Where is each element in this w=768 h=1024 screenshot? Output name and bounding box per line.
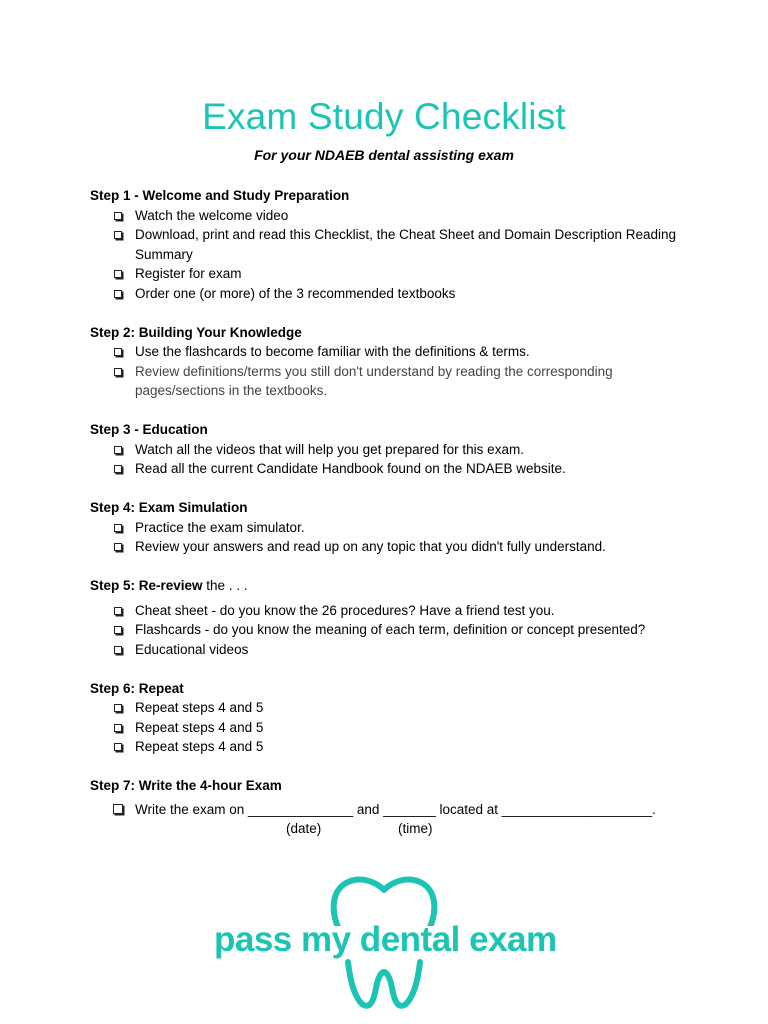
- checklist-item[interactable]: [90, 640, 690, 660]
- step-items: [90, 518, 690, 557]
- checklist-item[interactable]: [90, 698, 690, 718]
- checklist-item-label: Read all the current Candidate Handbook found on the NDAEB website.: [135, 461, 566, 476]
- step-items: [90, 206, 690, 304]
- checklist-item[interactable]: [90, 284, 690, 304]
- page-title: Exam Study Checklist: [202, 96, 566, 137]
- checklist-item-label: Watch all the videos that will help you get prepared for this exam.: [135, 441, 524, 457]
- checkbox-icon[interactable]: [114, 348, 122, 356]
- step-7: [90, 776, 690, 839]
- checkbox-icon[interactable]: [114, 231, 122, 239]
- step-items: [90, 601, 690, 660]
- checkbox-icon[interactable]: [114, 368, 122, 376]
- checklist-item-label: Educational videos: [135, 641, 249, 657]
- checkbox-icon[interactable]: [114, 724, 122, 732]
- checkbox-icon[interactable]: [114, 607, 122, 615]
- checklist-item[interactable]: [90, 737, 690, 757]
- checkbox-icon[interactable]: [114, 704, 122, 712]
- step-heading: Step 3 - Education: [90, 422, 208, 437]
- checkbox-icon[interactable]: [114, 646, 122, 654]
- checklist-item-label: Review your answers and read up on any topic that you didn't fully understand.: [135, 539, 606, 554]
- step-2: [90, 323, 690, 401]
- blank-labels: [90, 819, 690, 839]
- checklist-item-label: Practice the exam simulator.: [135, 519, 305, 535]
- checkbox-icon[interactable]: [114, 465, 122, 473]
- checklist-item-label: Repeat steps 4 and 5: [135, 719, 264, 735]
- step-heading: Step 2: Building Your Knowledge: [90, 324, 302, 340]
- checklist-item-label: Flashcards - do you know the meaning of each term, definition or concept presented?: [135, 622, 646, 637]
- checklist-item-label: Repeat steps 4 and 5: [135, 700, 264, 715]
- checklist-item-label: Watch the welcome video: [135, 207, 289, 223]
- checklist-item[interactable]: [90, 440, 690, 460]
- checkbox-icon[interactable]: [114, 626, 122, 634]
- checklist-item[interactable]: [90, 459, 690, 479]
- checkbox-icon[interactable]: [114, 446, 122, 454]
- checklist-item[interactable]: [90, 362, 690, 401]
- checklist-item[interactable]: [90, 620, 690, 640]
- checklist-item-label: Write the exam on ______________ and _______ located at ____________________.: [135, 801, 656, 817]
- step-5: [90, 576, 690, 659]
- step-1: [90, 186, 690, 303]
- checklist-item-label: Repeat steps 4 and 5: [135, 739, 264, 754]
- time-label: (time): [398, 821, 433, 836]
- checklist-item[interactable]: [90, 537, 690, 557]
- step-3: [90, 420, 690, 479]
- step-heading: Step 1 - Welcome and Study Preparation: [90, 188, 350, 203]
- checklist-item-label: Register for exam: [135, 266, 242, 281]
- checklist-item[interactable]: [90, 718, 690, 738]
- step-6: [90, 679, 690, 757]
- checklist-item-label: Download, print and read this Checklist, the Cheat Sheet and Domain Description Reading Summary: [135, 227, 677, 262]
- checklist-item-label: Use the flashcards to become familiar with the definitions & terms.: [135, 344, 530, 359]
- step-heading: Step 7: Write the 4-hour Exam: [90, 778, 282, 793]
- step-heading-label: Step 5: Re-review: [90, 578, 203, 593]
- step-items: [90, 800, 690, 820]
- checkbox-icon[interactable]: [114, 290, 122, 298]
- step-heading: Step 4: Exam Simulation: [90, 500, 248, 515]
- step-heading-suffix: the . . .: [202, 578, 248, 593]
- logo: [214, 876, 557, 1010]
- step-heading: [90, 576, 690, 596]
- step-items: [90, 440, 690, 479]
- checklist-item[interactable]: [90, 264, 690, 284]
- step-4: [90, 498, 690, 557]
- checklist-item-label: Review definitions/terms you still don't understand by reading the corresponding pages/sections in the textbooks.: [135, 363, 613, 398]
- step-items: [90, 342, 690, 401]
- checklist-item-label: Order one (or more) of the 3 recommended textbooks: [135, 285, 456, 301]
- checklist-item-label: Cheat sheet - do you know the 26 procedures? Have a friend test you.: [135, 602, 555, 618]
- step-heading: Step 6: Repeat: [90, 680, 184, 696]
- checkbox-icon[interactable]: [114, 743, 122, 751]
- date-label: (date): [286, 821, 322, 836]
- checkbox-icon[interactable]: [114, 212, 122, 220]
- checklist-item[interactable]: [90, 800, 690, 820]
- checklist-item[interactable]: [90, 225, 690, 264]
- step-items: [90, 698, 690, 757]
- checkbox-icon[interactable]: [114, 543, 122, 551]
- checklist-item[interactable]: [90, 206, 690, 226]
- checkbox-icon[interactable]: [113, 804, 123, 814]
- checklist: [90, 186, 690, 839]
- checkbox-icon[interactable]: [114, 270, 122, 278]
- logo-text: pass my dental exam: [214, 920, 557, 959]
- checklist-item[interactable]: [90, 518, 690, 538]
- checklist-item[interactable]: [90, 601, 690, 621]
- page-subtitle: For your NDAEB dental assisting exam: [254, 147, 514, 163]
- checklist-item[interactable]: [90, 342, 690, 362]
- checkbox-icon[interactable]: [114, 524, 122, 532]
